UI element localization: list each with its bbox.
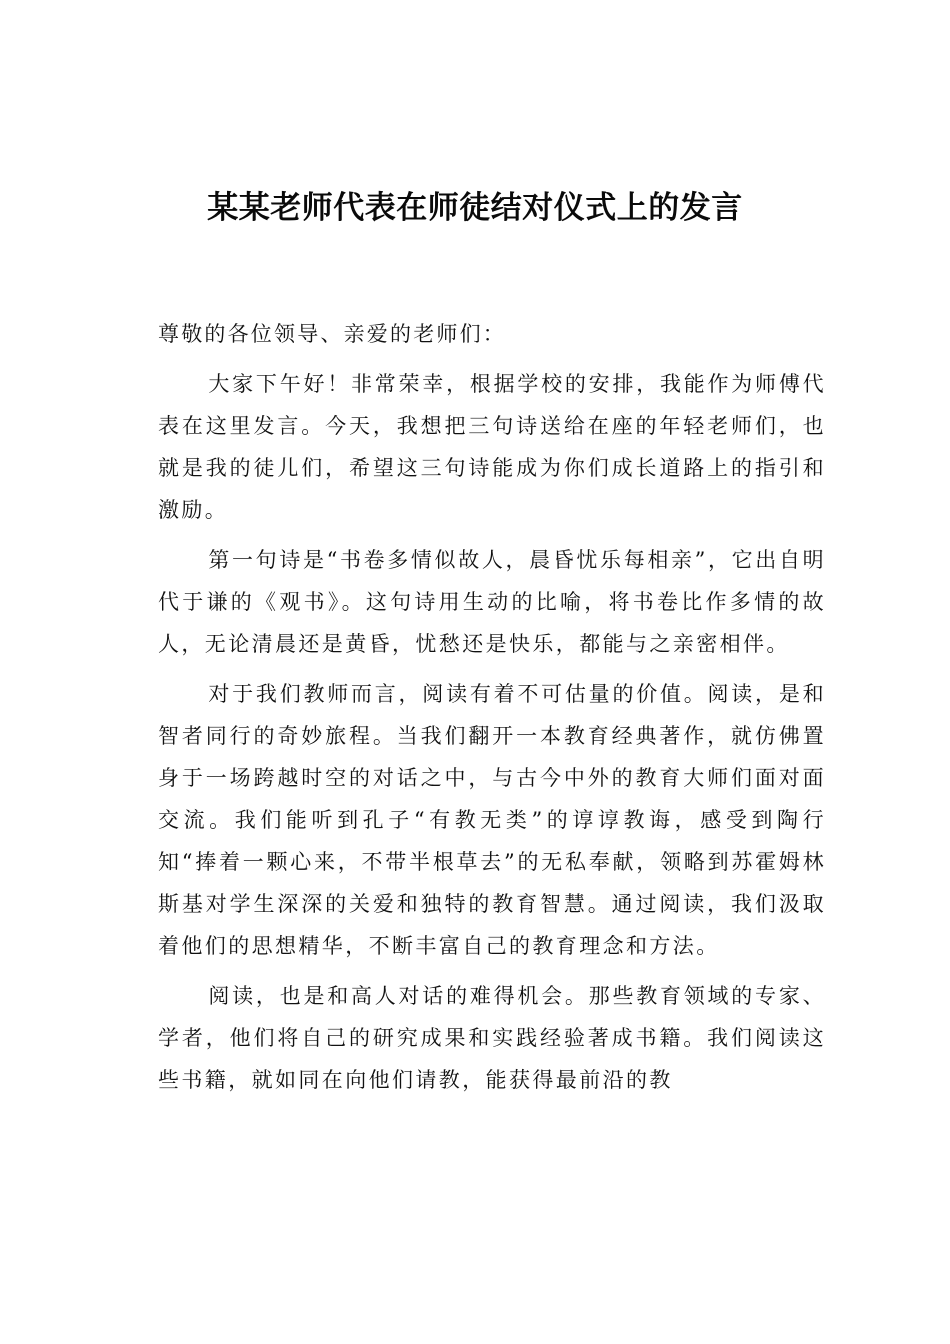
paragraph: 第一句诗是“书卷多情似故人，晨昏忧乐每相亲”，它出自明代于谦的《观书》。这句诗用生动的比喻，将书卷比作多情的故人，无论清晨还是黄昏，忧愁还是快乐，都能与之亲密相伴。	[158, 548, 826, 656]
paragraph: 阅读，也是和高人对话的难得机会。那些教育领域的专家、学者，他们将自己的研究成果和实践经验著成书籍。我们阅读这些书籍，就如同在向他们请教，能获得最前沿的教	[158, 984, 826, 1092]
document-body	[158, 313, 826, 1101]
paragraph: 大家下午好！非常荣幸，根据学校的安排，我能作为师傅代表在这里发言。今天，我想把三句诗送给在座的年轻老师们，也就是我的徒儿们，希望这三句诗能成为你们成长道路上的指引和激励。	[158, 372, 826, 522]
salutation: 尊敬的各位领导、亲爱的老师们：	[158, 322, 506, 346]
paragraph: 对于我们教师而言，阅读有着不可估量的价值。阅读，是和智者同行的奇妙旅程。当我们翻开一本教育经典著作，就仿佛置身于一场跨越时空的对话之中，与古今中外的教育大师们面对面交流。我们能听到孔子“有教无类”的谆谆教诲，感受到陶行知“捧着一颗心来，不带半根草去”的无私奉献，领略到苏霍姆林斯基对学生深深的关爱和独特的教育智慧。通过阅读，我们汲取着他们的思想精华，不断丰富自己的教育理念和方法。	[158, 682, 826, 958]
document-title: 某某老师代表在师徒结对仪式上的发言	[207, 190, 743, 226]
